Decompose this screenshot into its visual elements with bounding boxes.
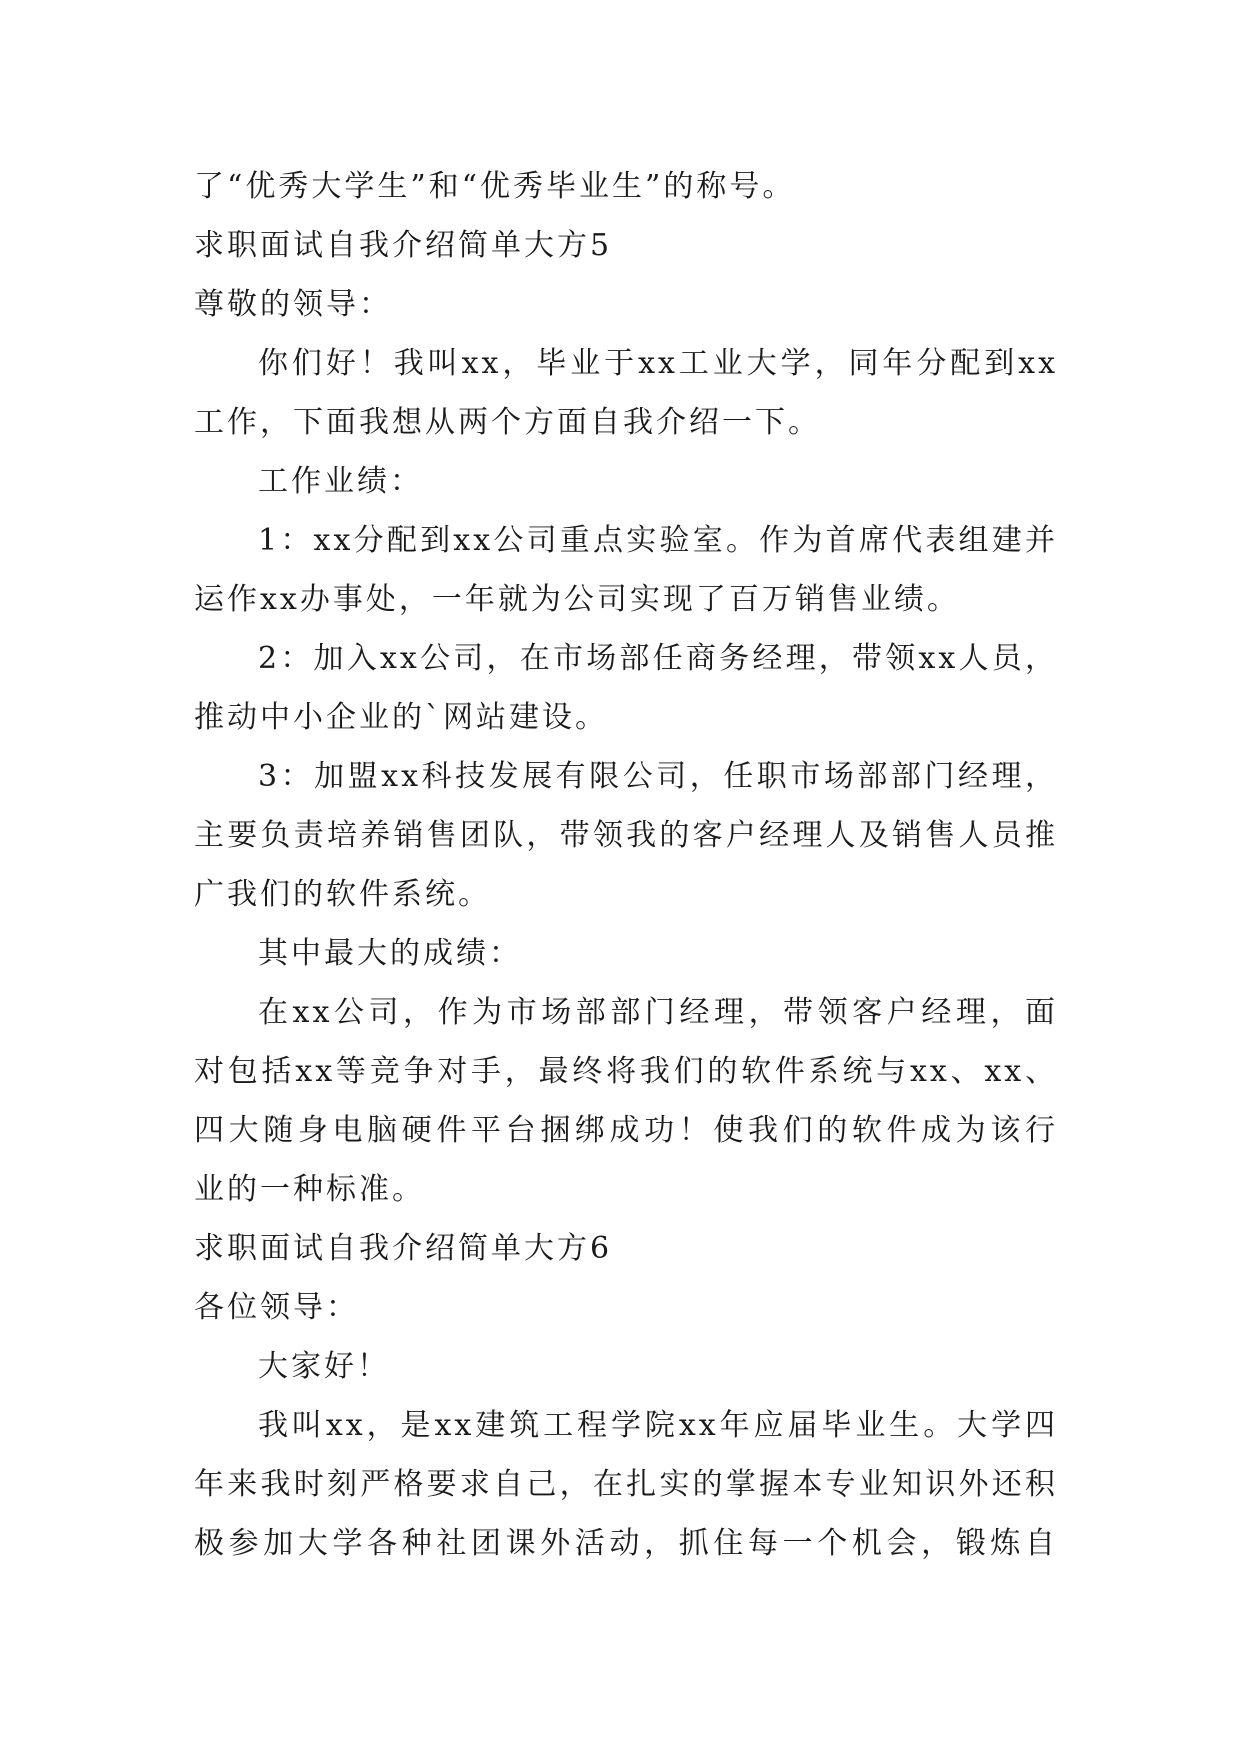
- subheading: 其中最大的成绩：: [258, 936, 522, 971]
- paragraph-line: 了“优秀大学生”和“优秀毕业生”的称号。: [194, 169, 796, 204]
- greeting: 大家好！: [258, 1349, 390, 1384]
- salutation: 各位领导：: [194, 1290, 359, 1325]
- paragraph-line: 对包括xx等竞争对手，最终将我们的软件系统与xx、xx、: [194, 1054, 1058, 1089]
- paragraph-line: 2：加入xx公司，在市场部任商务经理，带领xx人员，: [258, 641, 1058, 676]
- paragraph-line: 运作xx办事处，一年就为公司实现了百万销售业绩。: [194, 582, 960, 617]
- salutation: 尊敬的领导：: [194, 287, 392, 322]
- paragraph-line: 年来我时刻严格要求自己，在扎实的掌握本专业知识外还积: [194, 1467, 1058, 1502]
- document-page: [194, 157, 1058, 1573]
- paragraph-line: 业的一种标准。: [194, 1172, 425, 1207]
- section-heading: 求职面试自我介绍简单大方5: [194, 228, 613, 263]
- paragraph-line: 3：加盟xx科技发展有限公司，任职市场部部门经理，: [258, 759, 1058, 794]
- paragraph-line: 主要负责培养销售团队，带领我的客户经理人及销售人员推: [194, 818, 1058, 853]
- paragraph-line: 在xx公司，作为市场部部门经理，带领客户经理，面: [258, 995, 1058, 1030]
- subheading: 工作业绩：: [258, 464, 423, 499]
- paragraph-line: 工作，下面我想从两个方面自我介绍一下。: [194, 405, 821, 440]
- paragraph-line: 1：xx分配到xx公司重点实验室。作为首席代表组建并: [258, 523, 1058, 558]
- paragraph-line: 你们好！我叫xx，毕业于xx工业大学，同年分配到xx: [258, 346, 1058, 381]
- paragraph-line: 极参加大学各种社团课外活动，抓住每一个机会，锻炼自: [194, 1526, 1058, 1561]
- section-heading: 求职面试自我介绍简单大方6: [194, 1231, 613, 1266]
- paragraph-line: 我叫xx，是xx建筑工程学院xx年应届毕业生。大学四: [258, 1408, 1058, 1443]
- paragraph-line: 四大随身电脑硬件平台捆绑成功！使我们的软件成为该行: [194, 1113, 1058, 1148]
- paragraph-line: 推动中小企业的`网站建设。: [194, 700, 608, 735]
- paragraph-line: 广我们的软件系统。: [194, 877, 491, 912]
